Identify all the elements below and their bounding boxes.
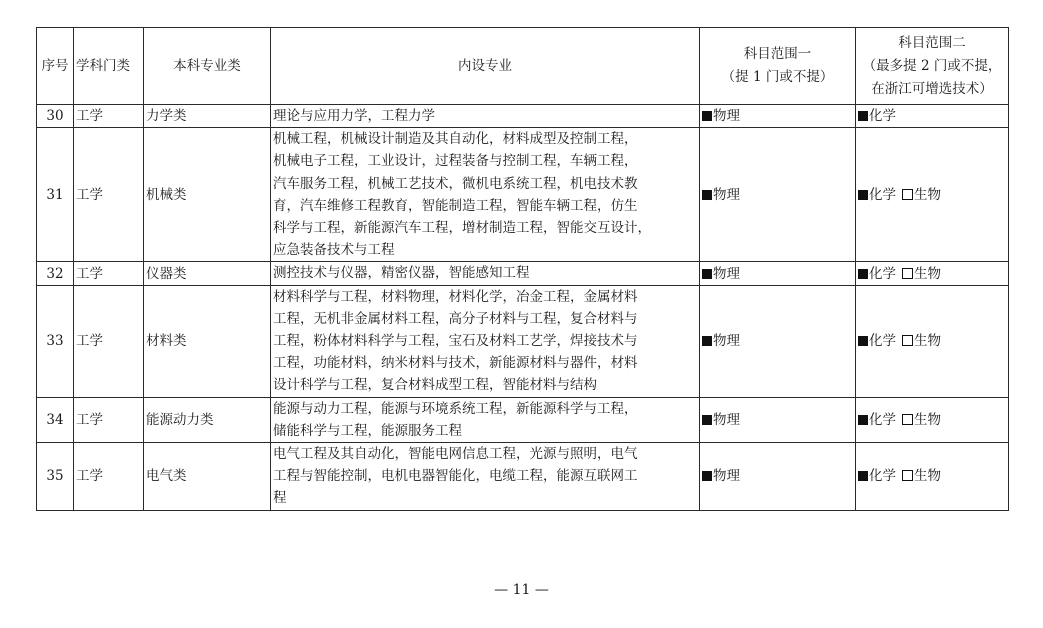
row-majors xyxy=(271,105,700,128)
row-discipline: 工学 xyxy=(74,397,144,442)
filled-square-icon xyxy=(702,336,712,346)
row-scope1 xyxy=(700,443,856,511)
row-category: 材料类 xyxy=(144,285,271,397)
row-majors xyxy=(271,443,700,511)
row-discipline: 工学 xyxy=(74,128,144,262)
empty-square-icon xyxy=(902,335,913,346)
empty-square-icon xyxy=(902,470,913,481)
major-line: 程 xyxy=(273,490,287,507)
row-scope2 xyxy=(856,443,1009,511)
row-majors xyxy=(271,262,700,285)
scope2-subject-required: 化学 xyxy=(869,333,896,350)
scope2-subject-required: 化学 xyxy=(869,108,896,125)
empty-square-icon xyxy=(902,189,913,200)
header-scope2-line: 科目范围二 xyxy=(898,34,966,51)
scope2-subject-required: 化学 xyxy=(869,186,896,203)
header-scope1-line: 科目范围一 xyxy=(743,46,812,62)
table-row xyxy=(37,397,1009,442)
major-line: 能源与动力工程，能源与环境系统工程，新能源科学与工程， xyxy=(273,400,638,417)
major-line: 设计科学与工程，复合材料成型工程，智能材料与结构 xyxy=(273,377,597,394)
row-category: 能源动力类 xyxy=(144,397,271,442)
header-discipline: 学科门类 xyxy=(74,28,144,105)
major-line: 机械工程，机械设计制造及其自动化，材料成型及控制工程， xyxy=(273,131,638,148)
major-line: 机械电子工程，工业设计，过程装备与控制工程，车辆工程， xyxy=(273,153,638,170)
scope1-subject: 物理 xyxy=(713,411,740,428)
filled-square-icon xyxy=(858,471,868,481)
scope2-subject-required: 化学 xyxy=(869,468,896,485)
row-scope2 xyxy=(856,285,1009,397)
table-row xyxy=(37,285,1009,397)
scope2-subject-optional: 生物 xyxy=(914,411,941,428)
major-line: 材料科学与工程，材料物理，材料化学，冶金工程，金属材料 xyxy=(273,288,638,305)
scope1-subject: 物理 xyxy=(713,333,740,350)
scope1-subject: 物理 xyxy=(713,108,740,125)
row-number: 32 xyxy=(37,262,74,285)
major-line: 电气工程及其自动化，智能电网信息工程，光源与照明，电气 xyxy=(273,446,638,463)
filled-square-icon xyxy=(858,336,868,346)
row-scope1 xyxy=(700,285,856,397)
table-row xyxy=(37,443,1009,511)
filled-square-icon xyxy=(702,471,712,481)
scope2-subject-required: 化学 xyxy=(869,411,896,428)
major-line: 育，汽车维修工程教育，智能制造工程，智能车辆工程，仿生 xyxy=(273,197,638,214)
major-line: 工程与智能控制，电机电器智能化，电缆工程，能源互联网工 xyxy=(273,468,638,485)
row-category: 电气类 xyxy=(144,443,271,511)
header-scope2-line: 在浙江可增选技术） xyxy=(871,80,993,97)
filled-square-icon xyxy=(702,415,712,425)
row-scope1 xyxy=(700,105,856,128)
major-line: 工程，无机非金属材料工程，高分子材料与工程，复合材料与 xyxy=(273,310,638,327)
major-line: 工程，功能材料，纳米材料与技术，新能源材料与器件，材料 xyxy=(273,355,638,372)
header-scope2 xyxy=(856,28,1009,105)
major-line: 科学与工程，新能源汽车工程，增材制造工程，智能交互设计， xyxy=(273,220,651,237)
major-line: 工程，粉体材料科学与工程，宝石及材料工艺学，焊接技术与 xyxy=(273,333,638,350)
row-number: 35 xyxy=(37,443,74,511)
empty-square-icon xyxy=(902,268,913,279)
scope2-subject-optional: 生物 xyxy=(914,468,941,485)
row-category: 力学类 xyxy=(144,105,271,128)
scope2-subject-optional: 生物 xyxy=(914,333,941,350)
row-number: 33 xyxy=(37,285,74,397)
row-category: 机械类 xyxy=(144,128,271,262)
filled-square-icon xyxy=(858,190,868,200)
header-scope1-line: （提 1 门或不提） xyxy=(721,69,834,85)
header-majors: 内设专业 xyxy=(271,28,700,105)
table-row xyxy=(37,262,1009,285)
row-discipline: 工学 xyxy=(74,443,144,511)
empty-square-icon xyxy=(902,414,913,425)
scope2-subject-optional: 生物 xyxy=(914,265,941,282)
row-scope1 xyxy=(700,397,856,442)
major-line: 测控技术与仪器，精密仪器，智能感知工程 xyxy=(273,265,530,282)
scope1-subject: 物理 xyxy=(713,468,740,485)
row-scope2 xyxy=(856,262,1009,285)
row-scope2 xyxy=(856,128,1009,262)
table-row xyxy=(37,105,1009,128)
row-number: 34 xyxy=(37,397,74,442)
row-majors xyxy=(271,397,700,442)
filled-square-icon xyxy=(858,415,868,425)
header-no: 序号 xyxy=(37,28,74,105)
row-scope2 xyxy=(856,105,1009,128)
major-line: 汽车服务工程，机械工艺技术，微机电系统工程，机电技术教 xyxy=(273,175,638,192)
filled-square-icon xyxy=(702,111,712,121)
filled-square-icon xyxy=(702,190,712,200)
row-discipline: 工学 xyxy=(74,105,144,128)
filled-square-icon xyxy=(858,269,868,279)
filled-square-icon xyxy=(702,269,712,279)
row-scope2 xyxy=(856,397,1009,442)
scope1-subject: 物理 xyxy=(713,186,740,203)
row-discipline: 工学 xyxy=(74,285,144,397)
scope2-subject-required: 化学 xyxy=(869,265,896,282)
row-scope1 xyxy=(700,128,856,262)
header-scope1 xyxy=(700,28,856,105)
header-scope2-line: （最多提 2 门或不提， xyxy=(862,57,1002,74)
major-line: 理论与应用力学，工程力学 xyxy=(273,108,435,124)
scope1-subject: 物理 xyxy=(713,265,740,282)
row-number: 31 xyxy=(37,128,74,262)
row-majors xyxy=(271,128,700,262)
major-line: 应急装备技术与工程 xyxy=(273,242,395,259)
header-category: 本科专业类 xyxy=(144,28,271,105)
row-majors xyxy=(271,285,700,397)
table-row xyxy=(37,128,1009,262)
row-discipline: 工学 xyxy=(74,262,144,285)
filled-square-icon xyxy=(858,111,868,121)
row-scope1 xyxy=(700,262,856,285)
row-number: 30 xyxy=(37,105,74,128)
major-line: 储能科学与工程，能源服务工程 xyxy=(273,422,462,439)
subject-requirements-table xyxy=(36,27,1009,511)
table-header-row xyxy=(37,28,1009,105)
page-number: — 11 — xyxy=(494,582,549,598)
scope2-subject-optional: 生物 xyxy=(914,186,941,203)
row-category: 仪器类 xyxy=(144,262,271,285)
